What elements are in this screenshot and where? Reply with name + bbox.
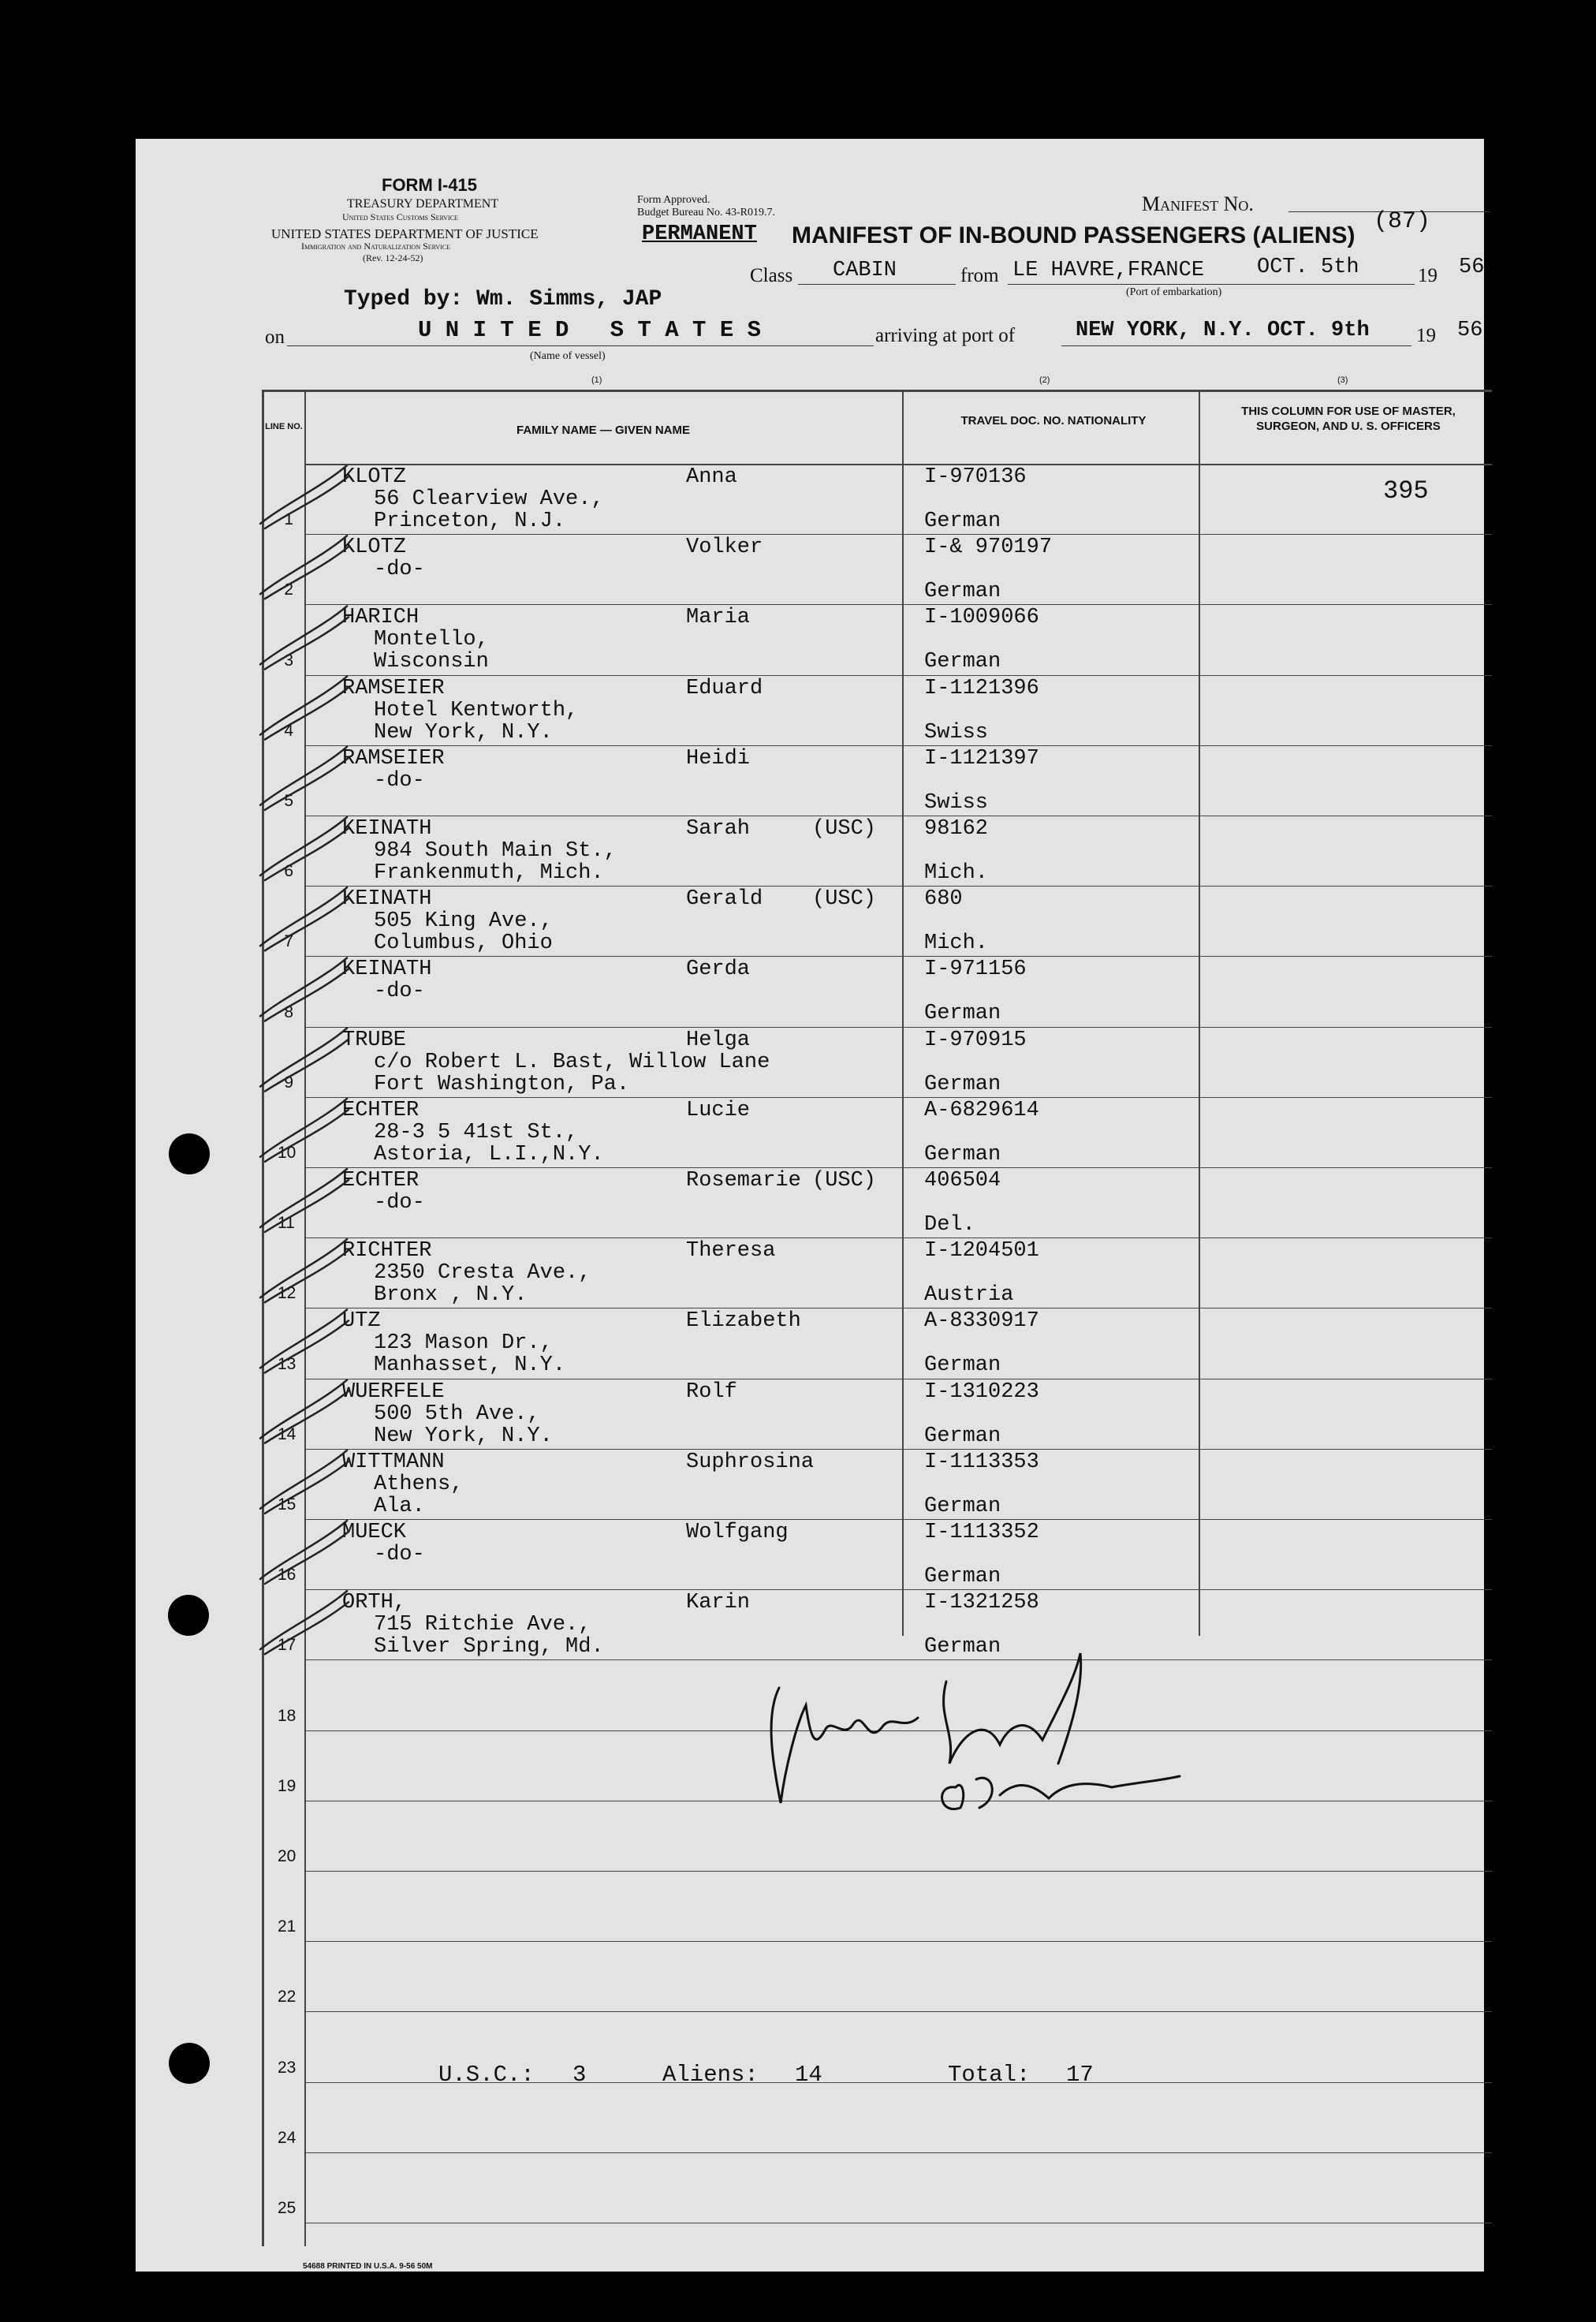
line-number: 21: [278, 1917, 296, 1936]
address-line-2: Manhasset, N.Y.: [374, 1353, 566, 1378]
column-number-3: (3): [1337, 375, 1348, 385]
address-line-1: 505 King Ave.,: [374, 909, 553, 934]
header-bottom-line: [304, 464, 1492, 465]
address-line-1: 500 5th Ave.,: [374, 1402, 540, 1426]
family-name: WITTMANN: [342, 1450, 445, 1474]
family-name: ECHTER: [342, 1098, 420, 1122]
address-line-1: -do-: [374, 768, 425, 793]
row-divider: [304, 604, 1492, 605]
embark-line: [1008, 284, 1415, 285]
travel-doc-column-header: TRAVEL DOC. NO. NATIONALITY: [960, 414, 1147, 427]
arrival-year-prefix: 19: [1416, 325, 1436, 346]
usc-marker: (USC): [812, 887, 877, 912]
nationality: Del.: [924, 1213, 975, 1237]
manifest-label: Manifest No.: [1142, 192, 1254, 215]
address-line-2: Princeton, N.J.: [374, 510, 566, 533]
family-name: ORTH,: [342, 1591, 407, 1615]
usc-marker: (USC): [812, 817, 877, 841]
travel-doc-number: A-8330917: [924, 1309, 1039, 1334]
nationality: German: [924, 580, 1001, 604]
vessel-name: U N I T E D S T A T E S: [418, 317, 762, 343]
travel-doc-number: I-970915: [924, 1028, 1027, 1052]
given-name: Heidi: [686, 746, 751, 771]
nationality: German: [924, 1424, 1001, 1448]
aliens-total-label: Aliens:: [662, 2062, 759, 2088]
arrival-year: 56: [1457, 319, 1483, 342]
given-name: Anna: [686, 465, 737, 489]
given-name: Helga: [686, 1028, 751, 1052]
given-name: Elizabeth: [686, 1309, 801, 1334]
line-number: 11: [278, 1214, 295, 1233]
line-number: 22: [278, 1988, 296, 2007]
address-line-1: 984 South Main St.,: [374, 839, 617, 863]
embark-port: LE HAVRE,FRANCE: [1012, 259, 1205, 282]
row-divider: [304, 745, 1492, 746]
line-number: 9: [284, 1073, 293, 1092]
family-name: ECHTER: [342, 1169, 420, 1193]
line-number: 23: [278, 2058, 296, 2077]
row-divider: [304, 1519, 1492, 1520]
year-prefix: 19: [1418, 265, 1438, 286]
travel-doc-number: I-1321258: [924, 1591, 1039, 1615]
line-number: 13: [278, 1354, 296, 1373]
address-line-2: Fort Washington, Pa.: [374, 1072, 630, 1096]
travel-doc-number: I-& 970197: [924, 536, 1053, 560]
given-name: Suphrosina: [686, 1450, 815, 1474]
given-name: Wolfgang: [686, 1521, 789, 1544]
row-divider: [304, 534, 1492, 535]
vessel-caption: (Name of vessel): [530, 350, 606, 362]
embark-date: OCT. 5th: [1257, 256, 1359, 279]
aliens-total-value: 14: [795, 2062, 822, 2088]
given-name: Sarah: [686, 817, 751, 841]
line-number: 19: [278, 1776, 296, 1795]
line-number: 4: [284, 721, 293, 740]
nationality: Swiss: [924, 790, 989, 815]
permanent-stamp: PERMANENT: [642, 222, 757, 246]
arrival-line: [1061, 345, 1411, 346]
address-line-2: Wisconsin: [374, 650, 489, 674]
officer-note: 395: [1383, 476, 1429, 506]
travel-doc-number: I-1121397: [924, 746, 1039, 771]
class-value: CABIN: [833, 259, 897, 282]
line-number: 5: [284, 792, 293, 810]
nationality: Austria: [924, 1283, 1014, 1308]
given-name: Eduard: [686, 676, 763, 700]
inspector-signature: [749, 1630, 1191, 1835]
usc-total-value: 3: [572, 2062, 587, 2088]
line-number: 2: [284, 580, 293, 599]
nationality: Mich.: [924, 861, 989, 885]
line-no-header: LINE NO.: [265, 422, 303, 431]
row-divider: [304, 2011, 1492, 2012]
row-divider: [304, 1589, 1492, 1590]
manifest-number: (87): [1374, 208, 1431, 235]
embark-year: 56: [1459, 256, 1485, 279]
manifest-title: MANIFEST OF IN-BOUND PASSENGERS (ALIENS): [792, 222, 1355, 248]
form-revision: (Rev. 12-24-52): [363, 252, 423, 263]
nationality: Swiss: [924, 720, 989, 745]
nationality: German: [924, 1494, 1001, 1518]
given-name: Maria: [686, 606, 751, 630]
given-name: Gerald: [686, 887, 763, 912]
line-number: 6: [284, 862, 293, 881]
address-line-2: Silver Spring, Md.: [374, 1635, 604, 1659]
address-line-1: Athens,: [374, 1472, 464, 1496]
row-divider: [304, 1871, 1492, 1872]
address-line-1: 56 Clearview Ave.,: [374, 487, 604, 511]
family-name: KEINATH: [342, 958, 432, 982]
from-label: from: [960, 265, 999, 286]
travel-doc-number: I-1310223: [924, 1379, 1039, 1404]
line-number: 24: [278, 2128, 296, 2147]
row-divider: [304, 956, 1492, 957]
column-number-2: (2): [1039, 375, 1050, 385]
family-name: KEINATH: [342, 817, 432, 841]
travel-doc-number: 98162: [924, 817, 989, 841]
row-divider: [304, 675, 1492, 676]
address-line-1: Montello,: [374, 628, 489, 652]
address-line-1: -do-: [374, 558, 425, 582]
line-number: 17: [278, 1636, 296, 1655]
family-name: KLOTZ: [342, 465, 407, 489]
travel-doc-number: I-1121396: [924, 676, 1039, 700]
family-name: MUECK: [342, 1521, 407, 1544]
travel-doc-number: A-6829614: [924, 1098, 1039, 1122]
given-name: Lucie: [686, 1098, 751, 1122]
usc-marker: (USC): [812, 1169, 877, 1193]
address-line-2: New York, N.Y.: [374, 1424, 553, 1448]
nationality: Mich.: [924, 931, 989, 956]
nationality: German: [924, 1635, 1001, 1659]
nationality: German: [924, 1142, 1001, 1167]
family-name: RAMSEIER: [342, 746, 445, 771]
arriving-label: arriving at port of: [875, 325, 1016, 346]
line-number: 7: [284, 932, 293, 951]
line-number: 18: [278, 1706, 296, 1725]
given-name: Gerda: [686, 958, 751, 982]
nationality: German: [924, 1565, 1001, 1588]
line-number: 8: [284, 1002, 293, 1021]
address-line-2: Frankenmuth, Mich.: [374, 861, 604, 885]
address-line-2: Bronx , N.Y.: [374, 1283, 528, 1308]
address-line-1: -do-: [374, 1191, 425, 1215]
punch-hole: [169, 1133, 210, 1174]
row-divider: [304, 1941, 1492, 1942]
punch-hole: [169, 2043, 210, 2084]
line-number: 10: [278, 1144, 296, 1162]
typed-by: Typed by: Wm. Simms, JAP: [344, 287, 662, 312]
travel-doc-number: I-971156: [924, 958, 1027, 982]
form-number: FORM I-415: [382, 175, 478, 195]
family-name: KEINATH: [342, 887, 432, 912]
address-line-1: -do-: [374, 1543, 425, 1566]
address-line-1: 715 Ritchie Ave.,: [374, 1613, 591, 1637]
grand-total-value: 17: [1066, 2062, 1094, 2088]
address-line-2: Columbus, Ohio: [374, 931, 553, 956]
line-number: 3: [284, 651, 293, 670]
line-number: 1: [284, 510, 293, 529]
family-name: HARICH: [342, 606, 420, 630]
column-number-1: (1): [591, 375, 602, 385]
address-line-2: Ala.: [374, 1494, 425, 1518]
travel-doc-number: I-1113353: [924, 1450, 1039, 1474]
class-line: [798, 284, 956, 285]
line-number: 20: [278, 1847, 296, 1865]
form-approval: Form Approved.: [637, 194, 710, 206]
dept-treasury: TREASURY DEPARTMENT: [347, 197, 499, 211]
nationality: German: [924, 1353, 1001, 1378]
travel-doc-number: I-1204501: [924, 1239, 1039, 1264]
travel-doc-number: 406504: [924, 1169, 1001, 1193]
address-line-1: -do-: [374, 980, 425, 1004]
address-line-2: New York, N.Y.: [374, 720, 553, 745]
row-divider: [304, 1027, 1492, 1028]
line-number: 14: [278, 1424, 296, 1443]
budget-number: Budget Bureau No. 43-R019.7.: [637, 207, 775, 218]
row-divider: [304, 2152, 1492, 2153]
address-line-2: Astoria, L.I.,N.Y.: [374, 1142, 604, 1167]
given-name: Volker: [686, 536, 763, 560]
family-name: WUERFELE: [342, 1379, 445, 1404]
line-number: 16: [278, 1566, 296, 1585]
table-top-border: [262, 390, 1492, 392]
nationality: German: [924, 1002, 1001, 1026]
nationality: German: [924, 1072, 1001, 1096]
given-name: Karin: [686, 1591, 751, 1615]
usc-total-label: U.S.C.:: [438, 2062, 535, 2088]
line-number: 15: [278, 1495, 296, 1514]
pencil-check-marks: [205, 465, 363, 1696]
officers-column-header: THIS COLUMN FOR USE OF MASTER, SURGEON, AND U. S. OFFICERS: [1241, 405, 1456, 433]
dept-justice: UNITED STATES DEPARTMENT OF JUSTICE: [271, 226, 539, 241]
arrival-port-date: NEW YORK, N.Y. OCT. 9th: [1076, 319, 1370, 342]
punch-hole: [168, 1595, 209, 1636]
given-name: Theresa: [686, 1239, 776, 1264]
vessel-line: [287, 345, 874, 346]
address-line-1: 123 Mason Dr.,: [374, 1331, 553, 1356]
line-number: 12: [278, 1284, 296, 1303]
on-label: on: [265, 327, 285, 348]
address-line-1: Hotel Kentworth,: [374, 698, 579, 722]
nationality: German: [924, 510, 1001, 533]
class-label: Class: [750, 265, 793, 286]
family-name: TRUBE: [342, 1028, 407, 1052]
given-name: Rolf: [686, 1379, 737, 1404]
address-line-1: 2350 Cresta Ave.,: [374, 1261, 591, 1286]
print-code: 54688 PRINTED IN U.S.A. 9-56 50M: [303, 2262, 433, 2271]
family-name: RICHTER: [342, 1239, 432, 1264]
name-column-header: FAMILY NAME — GIVEN NAME: [516, 424, 691, 437]
address-line-1: c/o Robert L. Bast, Willow Lane: [374, 1050, 770, 1074]
dept-treasury-sub: United States Customs Service: [342, 211, 458, 222]
address-line-1: 28-3 5 41st St.,: [374, 1120, 579, 1144]
nationality: German: [924, 650, 1001, 674]
family-name: KLOTZ: [342, 536, 407, 560]
row-divider: [304, 1097, 1492, 1098]
family-name: UTZ: [342, 1309, 381, 1334]
line-number: 25: [278, 2199, 296, 2217]
travel-doc-number: 680: [924, 887, 963, 912]
dept-justice-sub: Immigration and Naturalization Service: [301, 241, 451, 252]
travel-doc-number: I-1009066: [924, 606, 1039, 630]
given-name: Rosemarie: [686, 1169, 801, 1193]
travel-doc-number: I-1113352: [924, 1521, 1039, 1544]
travel-doc-number: I-970136: [924, 465, 1027, 489]
family-name: RAMSEIER: [342, 676, 445, 700]
row-divider: [304, 886, 1492, 887]
row-divider: [304, 1449, 1492, 1450]
row-divider: [304, 1167, 1492, 1168]
grand-total-label: Total:: [948, 2062, 1031, 2088]
embark-caption: (Port of embarkation): [1126, 286, 1222, 298]
